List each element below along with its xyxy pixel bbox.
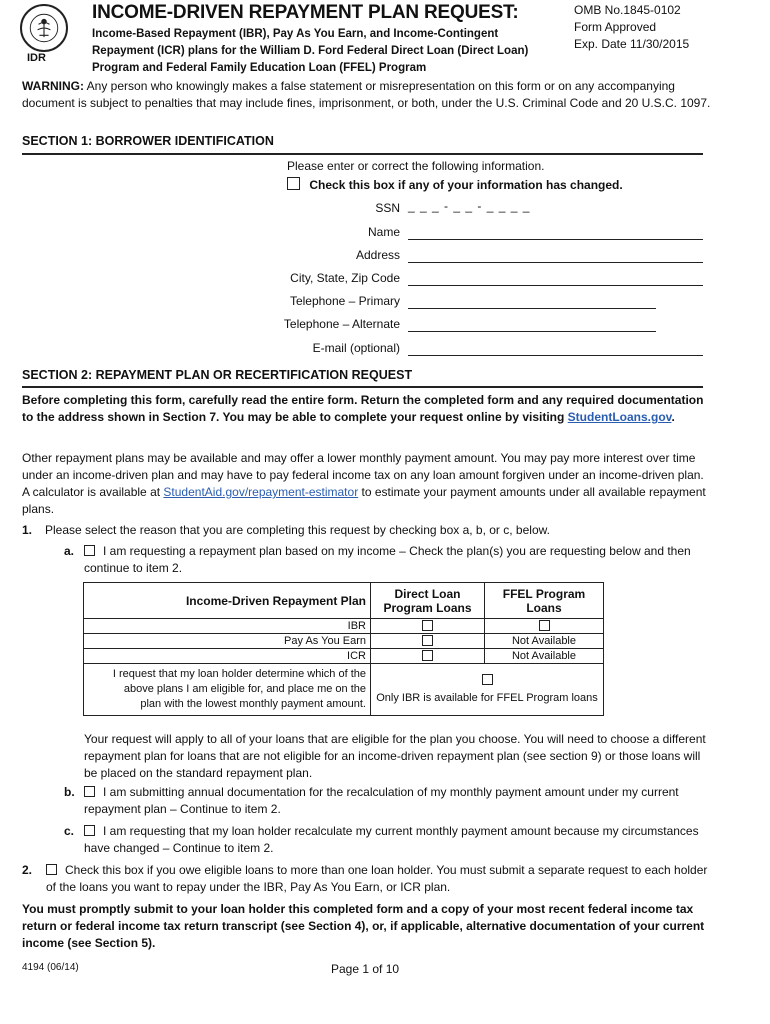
- plan-name: IBR: [84, 619, 371, 634]
- submission-instructions: You must promptly submit to your loan holder this completed form and a copy of your most recent federal income tax return or federal income tax return transcript (see Section 4), or, if applicable, alternative documentation of your current income (see Section 5).: [22, 902, 705, 950]
- ibr-ffel-checkbox[interactable]: [539, 620, 550, 631]
- ibr-direct-checkbox[interactable]: [422, 620, 433, 631]
- department-of-education-seal: [20, 4, 68, 52]
- paye-direct-checkbox[interactable]: [422, 635, 433, 646]
- warning-body: Any person who knowingly makes a false statement or misrepresentation on this form or on any accompanying document is subject to penalties that may include fines, imprisonment, or both, under the U.S. Criminal Code and 20 U.S.C. 1097.: [22, 79, 711, 110]
- section1-intro: Please enter or correct the following information.: [287, 159, 545, 173]
- warning-text: [22, 78, 712, 112]
- other-plans-text-b: to estimate your payment amounts under all available repayment plans.: [22, 485, 706, 516]
- plan-name: Pay As You Earn: [84, 634, 371, 649]
- name-input[interactable]: [408, 239, 703, 240]
- form-number: 4194 (06/14): [22, 962, 79, 973]
- plan-name: ICR: [84, 649, 371, 664]
- option-c-label: c.: [64, 824, 75, 838]
- option-a-note: Your request will apply to all of your loans that are eligible for the plan you choose. You will need to choose a different repayment plan for loans that are not eligible for an income-driven repayment plan (see section 9) or those loans will be placed on the standard repayment plan.: [84, 732, 706, 780]
- page-number: Page 1 of 10: [331, 962, 400, 976]
- option-b-text: I am submitting annual documentation for the recalculation of my monthly payment amount under my current repayment plan – Continue to item 2.: [84, 785, 679, 816]
- omb-info: [574, 2, 689, 53]
- other-plans-text-a: Other repayment plans may be available and may offer a lower monthly payment amount. You may pay more interest over time under an income-driven plan and may have to pay federal income tax on any loan amount forgiven under an income-driven plan. A calculator is available at: [22, 451, 704, 499]
- warning-label: WARNING:: [22, 79, 84, 93]
- omb-number: OMB No.1845-0102: [574, 3, 681, 17]
- option-a-label: a.: [64, 544, 75, 558]
- section2-heading: SECTION 2: REPAYMENT PLAN OR RECERTIFICATION REQUEST: [22, 368, 413, 382]
- icr-direct-checkbox[interactable]: [422, 650, 433, 661]
- plan-row-paye: [84, 634, 604, 649]
- lowest-payment-checkbox[interactable]: [482, 674, 493, 685]
- info-changed-label: Check this box if any of your information has changed.: [309, 178, 623, 192]
- form-approved: Form Approved: [574, 20, 657, 34]
- plan-row-lowest: [84, 664, 604, 716]
- option-a-text: I am requesting a repayment plan based on my income – Check the plan(s) you are requesting below and then continue to item 2.: [84, 544, 691, 575]
- plan-table: [83, 582, 604, 716]
- section2-divider: [22, 386, 703, 388]
- seal-label: IDR: [27, 52, 46, 64]
- name-label: Name: [367, 225, 400, 239]
- item1-number: 1.: [22, 523, 33, 537]
- direct-loan-column-header: Direct Loan Program Loans: [371, 583, 485, 619]
- section2-intro-text: Before completing this form, carefully read the entire form. Return the completed form and any required documentation to the address shown in Section 7. You may be able to complete your request online by visiting: [22, 393, 704, 424]
- plan-row-icr: [84, 649, 604, 664]
- plan-row-ibr: [84, 619, 604, 634]
- address-input[interactable]: [408, 262, 703, 263]
- ffel-column-header: FFEL Program Loans: [485, 583, 604, 619]
- option-c-text: I am requesting that my loan holder recalculate my current monthly payment amount because my circumstances have changed – Continue to item 2.: [84, 824, 699, 855]
- form-title: INCOME-DRIVEN REPAYMENT PLAN REQUEST:: [92, 2, 519, 23]
- ssn-input[interactable]: _ _ _ - _ _ - _ _ _ _: [408, 199, 531, 213]
- info-changed-checkbox[interactable]: [287, 177, 300, 190]
- telephone-alternate-label: Telephone – Alternate: [283, 317, 400, 331]
- repayment-estimator-link[interactable]: StudentAid.gov/repayment-estimator: [163, 485, 359, 499]
- expiration-date: Exp. Date 11/30/2015: [574, 37, 690, 51]
- plan-table-header: [84, 583, 604, 619]
- paye-ffel-status: Not Available: [485, 634, 604, 649]
- ssn-label: SSN: [375, 201, 400, 215]
- email-label: E-mail (optional): [312, 341, 400, 355]
- form-subtitle: Income-Based Repayment (IBR), Pay As You Earn, and Income-Contingent Repayment (ICR) plans for the William D. Ford Federal Direct Loan (Direct Loan) Program and Federal Family Education Loan (FFEL) Program: [92, 28, 529, 74]
- icr-ffel-status: Not Available: [485, 649, 604, 664]
- plan-column-header: Income-Driven Repayment Plan: [84, 583, 371, 619]
- city-state-zip-input[interactable]: [408, 285, 703, 286]
- studentloans-link[interactable]: StudentLoans.gov: [567, 410, 672, 424]
- info-changed-row: [287, 177, 623, 194]
- section1-divider: [22, 153, 703, 155]
- seal-icon: [22, 6, 66, 50]
- item2-text: Check this box if you owe eligible loans to more than one loan holder. You must submit a separate request to each holder of the loans you want to repay under the IBR, Pay As You Earn, or ICR plan.: [46, 863, 708, 894]
- item2-number: 2.: [22, 863, 33, 877]
- item1-text: Please select the reason that you are completing this request by checking box a, b, or c, below.: [45, 523, 550, 537]
- option-b-label: b.: [64, 785, 75, 799]
- telephone-primary-input[interactable]: [408, 308, 656, 309]
- telephone-alternate-input[interactable]: [408, 331, 656, 332]
- section1-heading: SECTION 1: BORROWER IDENTIFICATION: [22, 134, 274, 148]
- ffel-ibr-note: Only IBR is available for FFEL Program loans: [376, 691, 598, 704]
- email-input[interactable]: [408, 355, 703, 356]
- city-state-zip-label: City, State, Zip Code: [290, 271, 400, 285]
- lowest-payment-text: I request that my loan holder determine which of the above plans I am eligible for, and place me on the plan with the lowest monthly payment amount.: [84, 664, 371, 716]
- address-label: Address: [355, 248, 400, 262]
- section2-intro-end: .: [671, 410, 675, 424]
- other-plans-paragraph: [22, 450, 712, 518]
- telephone-primary-label: Telephone – Primary: [289, 294, 400, 308]
- section2-intro: [22, 392, 712, 426]
